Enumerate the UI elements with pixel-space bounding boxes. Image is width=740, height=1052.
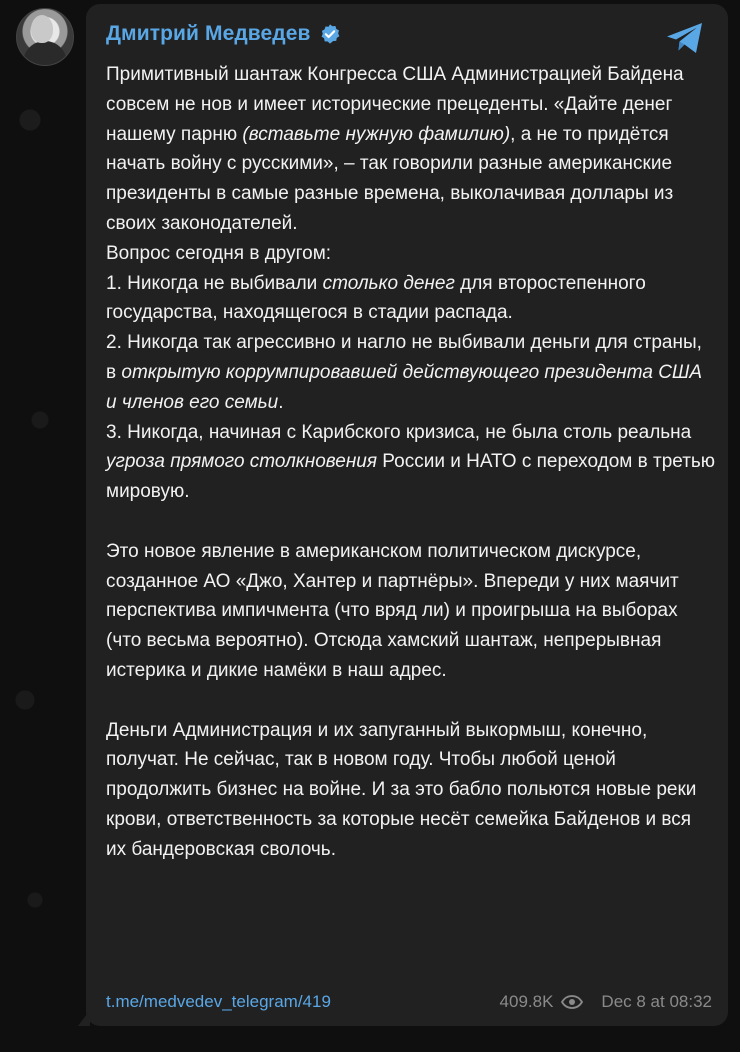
text-span: 3. Никогда, начиная с Карибского кризиса, не была столь реальна bbox=[106, 421, 692, 443]
telegram-share-icon[interactable] bbox=[664, 20, 706, 56]
post-link[interactable]: t.me/medvedev_telegram/419 bbox=[106, 992, 331, 1011]
italic-span: столько денег bbox=[322, 272, 455, 294]
text-span: для второстепенного государства, находящегося в стадии распада. bbox=[106, 272, 646, 324]
message-meta bbox=[500, 992, 712, 1012]
paragraph-gap bbox=[106, 686, 716, 716]
message-footer bbox=[106, 992, 712, 1012]
avatar[interactable] bbox=[16, 8, 74, 66]
text-span: , а не то придётся начать войну с русскими», – так говорили разные американские президенты в самые разные времена, выколачивая доллары из своих законодателей. bbox=[106, 123, 674, 234]
text-span: России и НАТО с переходом в третью мировую. bbox=[106, 451, 716, 503]
message-text bbox=[106, 60, 716, 865]
list-item-3 bbox=[106, 418, 716, 507]
verified-badge-icon bbox=[319, 23, 341, 45]
paragraph-intro bbox=[106, 60, 716, 239]
paragraph-conclusion: Деньги Администрация и их запуганный выкормыш, конечно, получат. Не сейчас, так в новом году. Чтобы любой ценой продолжить бизнес на войне. И за это бабло польются новые реки крови, ответственность за которые несёт семейка Байденов и вся их бандеровская сволочь. bbox=[106, 719, 697, 860]
view-count: 409.8K bbox=[499, 992, 554, 1011]
paragraph-analysis: Это новое явление в американском политическом дискурсе, созданное АО «Джо, Хантер и партнёры». Впереди у них маячит перспектива импичмента (что вряд ли) и проигрыша на выборах (что весьма вероятно). Отсюда хамский шантаж, непрерывная истерика и дикие намёки в наш адрес. bbox=[106, 540, 679, 681]
paragraph-question: Вопрос сегодня в другом: bbox=[106, 242, 332, 264]
text-span: . bbox=[278, 391, 284, 413]
italic-span: (вставьте нужную фамилию) bbox=[242, 123, 511, 145]
list-item-2 bbox=[106, 328, 716, 417]
message-bubble-tail bbox=[78, 1010, 90, 1026]
text-span: 1. Никогда не выбивали bbox=[106, 272, 323, 294]
eye-icon bbox=[561, 995, 583, 1009]
message-header bbox=[106, 22, 341, 46]
avatar-face bbox=[31, 15, 53, 43]
text-span: Примитивный шантаж Конгресса США Администрацией Байдена совсем не нов и имеет исторические прецеденты. «Дайте денег нашему парню bbox=[106, 64, 684, 145]
italic-span: угроза прямого столкновения bbox=[106, 451, 378, 473]
text-span: 2. Никогда так агрессивно и нагло не выбивали деньги для страны, в bbox=[106, 332, 702, 383]
paragraph-gap bbox=[106, 507, 716, 537]
channel-name[interactable]: Дмитрий Медведев bbox=[106, 22, 311, 45]
avatar-suit bbox=[23, 41, 67, 66]
italic-span: открытую коррумпировавшей действующего президента США и членов его семьи bbox=[106, 361, 703, 413]
timestamp: Dec 8 at 08:32 bbox=[601, 992, 712, 1011]
list-item-1 bbox=[106, 269, 716, 329]
